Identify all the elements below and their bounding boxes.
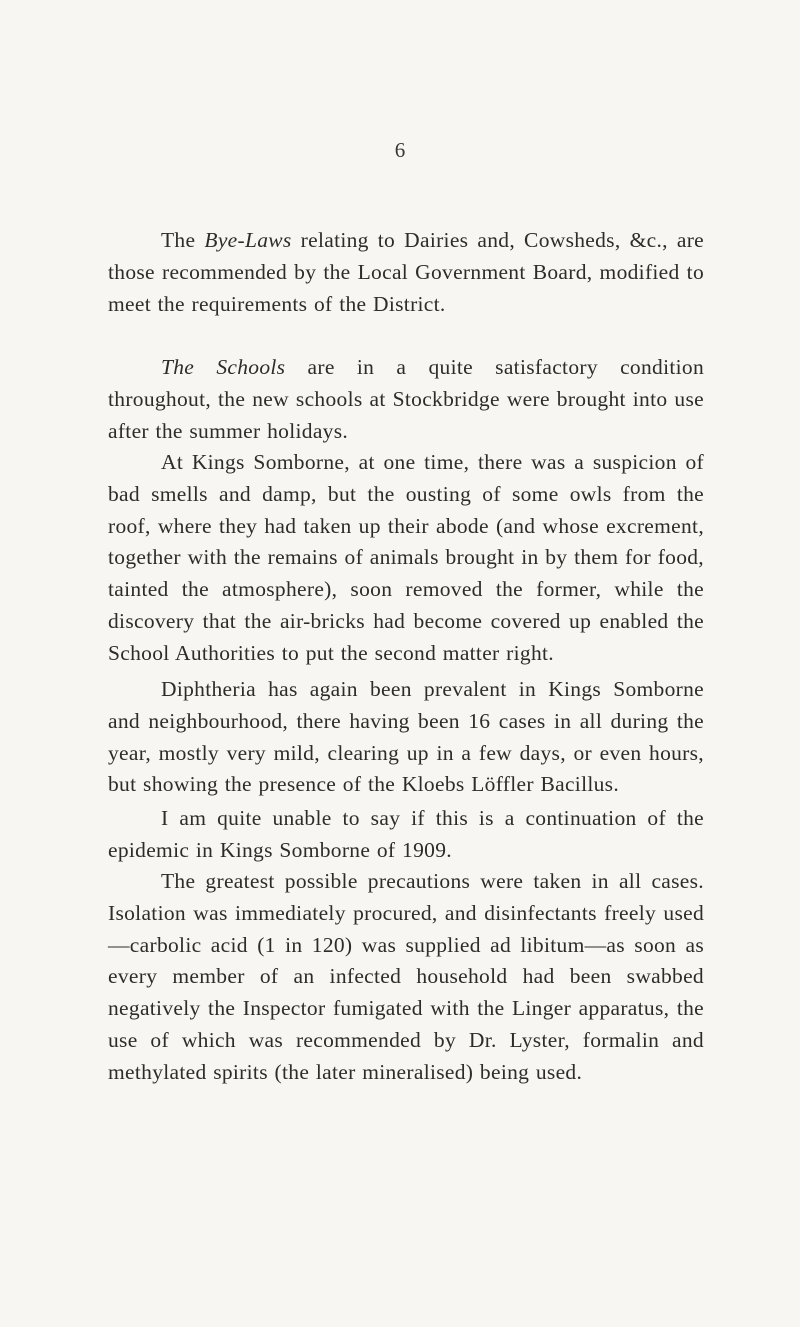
paragraph-kings-somborne-school: At Kings Somborne, at one time, there was a suspicion of bad smells and damp, but the ousting of some owls from the roof, where they had taken up their abode (and whose excrement, together with the remains of animals brought in by them for food, tainted the atmosphere), soon removed the former, while the discovery that the air-bricks had become covered up enabled the School Authorities to put the second matter right. xyxy=(108,450,704,665)
page-number: 6 xyxy=(394,138,406,162)
paragraph-precautions: The greatest possible precautions were taken in all cases. Isolation was immediately procured, and disinfectants freely used—carbolic acid (1 in 120) was supplied ad libitum—as soon as every member of an infected household had been swabbed negatively the Inspector fumigated with the Linger apparatus, the use of which was recommended by Dr. Lyster, formalin and methylated spirits (the later mineralised) being used. xyxy=(108,869,704,1084)
paragraph-dairy-bye-laws xyxy=(108,225,704,320)
italic-heading-bye-laws: Bye-Laws xyxy=(204,228,292,252)
paragraph-body-text: relating to Dairies and, Cowsheds, &c., are those recommended by the Local Government Board, modified to meet the requirements of the District. xyxy=(108,228,704,316)
paragraph-lead-text: The xyxy=(161,228,205,252)
paragraph-schools xyxy=(108,352,704,447)
paragraph-diphtheria: Diphtheria has again been prevalent in Kings Somborne and neighbourhood, there having been 16 cases in all during the year, mostly very mild, clearing up in a few days, or even hours, but showing the presence of the Kloebs Löffler Bacillus. xyxy=(108,677,704,797)
paragraph-body-text: are in a quite satisfactory condition throughout, the new schools at Stockbridge were brought into use after the summer holidays. xyxy=(108,355,704,443)
italic-heading-schools: The Schools xyxy=(161,355,286,379)
paragraph-epidemic-continuation: I am quite unable to say if this is a continuation of the epidemic in Kings Somborne of 1909. xyxy=(108,806,704,862)
